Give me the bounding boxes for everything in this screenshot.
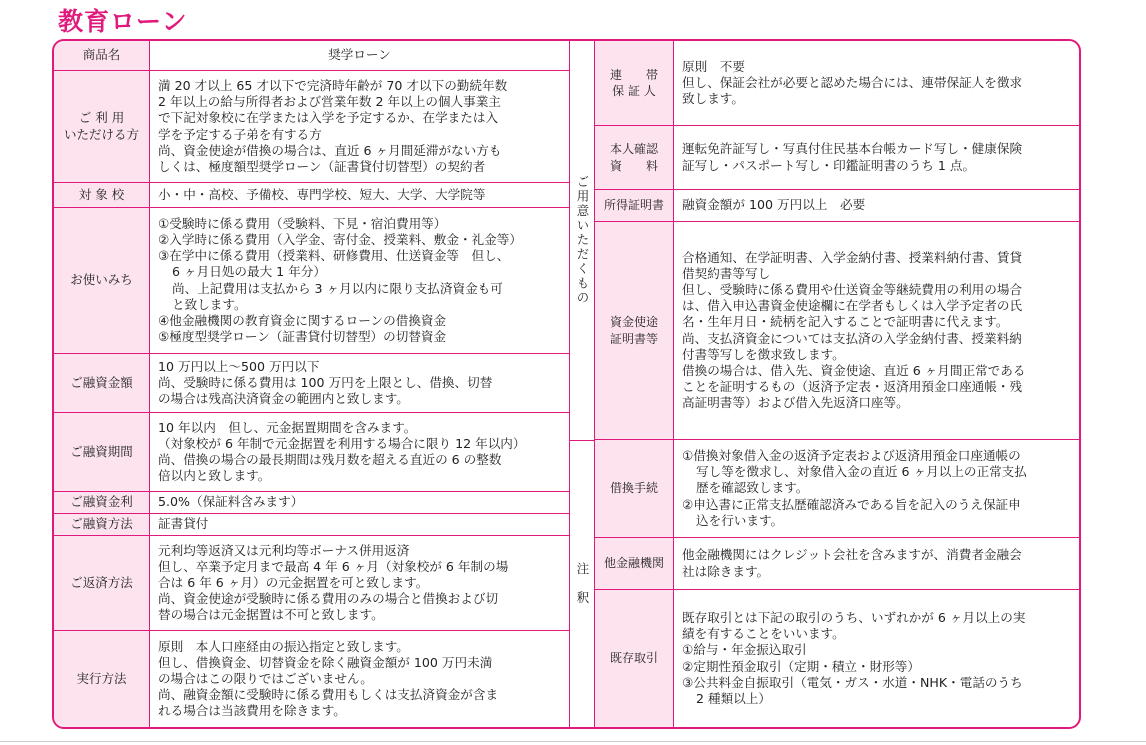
row-line: 倍以内と致します。 [158,468,271,484]
row-line: 尚、融資金額に受験時に係る費用もしくは支払済資金が含ま [158,687,499,703]
row-content [674,222,1079,439]
row-line: 社は除きます。 [682,563,770,579]
row-usage [54,208,569,354]
row-target-schools [54,183,569,208]
row-line: で下記対象校に在学または入学を予定するか、在学または入 [158,110,499,126]
row-label: 商品名 [54,41,150,70]
label-line: 連 帯 保 証 人 [609,67,658,98]
row-identity-documents [595,126,1079,190]
row-label [54,71,150,182]
row-eligibility [54,71,569,183]
row-line: 但し、借換資金、切替資金を除く融資金額が 100 万円未満 [158,654,493,670]
row-label: 他金融機関 [595,538,674,589]
row-line: ①借換対象借入金の返済予定表および返済用預金口座通帳の [682,448,1021,464]
row-label: お使いみち [54,208,150,353]
row-line: ②申込書に正常支払歴確認済みである旨を記入のうえ保証申 [682,496,1021,512]
row-line: れる場合は当該費用を除きます。 [158,703,346,719]
row-loan-period [54,413,569,492]
row-label: 借換手続 [595,440,674,537]
row-line: 尚、受験時に係る費用は 100 万円を上限とし、借換、切替 [158,374,493,390]
row-existing-transactions [595,590,1079,727]
row-line: 尚、借換の場合の最長期間は残月数を超える直近の 6 の整数 [158,452,502,467]
row-line: 写し等を徴求し、対象借入金の直近 6 ヶ月以上の正常支払 [696,464,1027,480]
row-content [150,71,569,182]
row-label: 所得証明書 [595,190,674,221]
row-loan-amount [54,354,569,413]
row-content [150,183,569,207]
row-line: 替の場合は元金据置は不可と致します。 [158,607,384,623]
page-title: 教育ローン [58,7,188,36]
row-content [674,590,1079,727]
row-label: ご融資方法 [54,514,150,535]
row-line: ②定期性預金取引（定期・積立・財形等） [682,658,920,674]
row-content [674,190,1079,221]
row-line: ①受験時に係る費用（受験料、下見・宿泊費用等） [158,216,447,232]
row-label [595,222,674,439]
row-line: 2 種類以上） [696,690,771,706]
row-line: 績を有することをいいます。 [682,626,845,642]
row-refinance-procedure [595,440,1079,538]
row-line: 尚、支払済資金については支払済の入学金納付書、授業料納 [682,330,1022,346]
row-line: 学を予定する子弟を有する方 [158,126,322,142]
row-line: （対象校が 6 年制で元金据置を利用する場合に限り 12 年以内） [158,435,526,451]
row-line: 借契約書等写し [682,266,771,282]
row-income-certificate [595,190,1079,222]
row-label: 既存取引 [595,590,674,727]
row-guarantor [595,41,1079,126]
row-line: 元利均等返済又は元利均等ボーナス併用返済 [158,542,410,558]
page-bottom-rule [0,741,1146,742]
row-content [674,41,1079,125]
row-line: しくは、極度額型奨学ローン（証書貸付切替型）の契約者 [158,158,486,174]
row-content [674,538,1079,589]
row-line: 10 年以内 但し、元金据置期間を含みます。 [158,419,417,435]
row-line: 満 20 才以上 65 才以下で完済時年齢が 70 才以下の勤続年数 [158,78,508,94]
row-line: 運転免許証写し・写真付住民基本台帳カード写し・健康保険 [682,141,1023,157]
row-line: と致します。 [172,296,247,312]
row-line: 証書貸付 [158,516,209,532]
row-line: の場合はこの限りではございません。 [158,670,373,686]
row-content [150,354,569,412]
label-line: ご 利 用 いただける方 [63,109,139,142]
section-notes-label: 注 釈 [575,562,590,606]
row-line: の場合は残高決済資金の範囲内と致します。 [158,391,409,407]
row-loan-method [54,514,569,536]
row-line: は、借入申込書資金使途欄に在学者もしくは入学予定者の氏 [682,298,1023,314]
row-label: ご融資期間 [54,413,150,491]
row-label: ご返済方法 [54,536,150,630]
row-fund-use-certificate [595,222,1079,440]
row-label [595,41,674,125]
row-line: 致します。 [682,91,744,107]
row-line: 5.0%（保証料含みます） [158,494,304,510]
row-line: 尚、資金使途が受験時に係る費用のみの場合と借換および切 [158,591,499,607]
label-line: 資金使途 証明書等 [609,315,658,346]
row-content [150,631,569,727]
row-content [150,413,569,491]
row-line: 融資金額が 100 万円以上 必要 [682,197,866,213]
row-line: 原則 本人口座経由の振込指定と致します。 [158,638,409,654]
row-label: 実行方法 [54,631,150,727]
row-repayment-method [54,536,569,631]
row-product-name [54,41,569,71]
row-line: 但し、保証会社が必要と認めた場合には、連帯保証人を徴求 [682,74,1023,90]
section-header-column [570,41,595,727]
row-line: ④他金融機関の教育資金に関するローンの借換資金 [158,312,447,328]
row-line: 尚、上記費用は支払から 3 ヶ月以内に限り支払済資金も可 [172,280,503,296]
row-content [674,440,1079,537]
row-line: 借換の場合は、借入先、資金使途、直近 6 ヶ月間正常である [682,362,1026,378]
row-line: 小・中・高校、予備校、専門学校、短大、大学、大学院等 [158,186,486,202]
row-line: ②入学時に係る費用（入学金、寄付金、授業料、敷金・礼金等） [158,232,522,248]
row-content [150,514,569,535]
row-line: 10 万円以上〜500 万円以下 [158,358,320,374]
section-notes [570,441,594,727]
label-line: 本人確認 資 料 [609,142,658,173]
row-line: 6 ヶ月日処の最大 1 年分） [172,264,326,280]
row-label: ご融資金利 [54,492,150,513]
row-content [674,126,1079,189]
row-line: 奨学ローン [328,47,391,63]
row-line: 合は 6 年 6 ヶ月）の元金据置を可と致します。 [158,574,429,590]
row-line: 既存取引とは下記の取引のうち、いずれかが 6 ヶ月以上の実 [682,610,1026,626]
row-content [150,41,569,70]
documents-and-notes-column [595,41,1079,727]
row-line: 合格通知、在学証明書、入学金納付書、授業料納付書、賃貸 [682,249,1023,265]
section-required-documents-label: ご用意いただくもの [575,175,590,306]
row-line: 他金融機関にはクレジット会社を含みますが、消費者金融会 [682,547,1022,563]
row-label: ご融資金額 [54,354,150,412]
row-execution-method [54,631,569,727]
row-line: ことを証明するもの（返済予定表・返済用預金口座通帳・残 [682,378,1023,394]
product-details-column [54,41,570,727]
row-line: 但し、受験時に係る費用や仕送資金等継続費用の利用の場合 [682,282,1023,298]
row-content [150,536,569,630]
row-line: 尚、資金使途が借換の場合は、直近 6 ヶ月間延滞がない方も [158,142,502,158]
row-label: 対 象 校 [54,183,150,207]
row-line: 込を行います。 [696,512,784,528]
row-line: 付書等写しを徴求致します。 [682,346,845,362]
row-line: ③在学中に係る費用（授業料、研修費用、仕送資金等 但し、 [158,248,510,264]
row-content [150,492,569,513]
row-line: ①給与・年金振込取引 [682,642,807,658]
loan-table [52,39,1081,729]
row-line: ③公共料金自振取引（電気・ガス・水道・NHK・電話のうち [682,674,1023,690]
row-label [595,126,674,189]
row-line: 原則 不要 [682,58,745,74]
row-line: 歴を確認致します。 [696,480,809,496]
row-line: ⑤極度型奨学ローン（証書貸付切替型）の切替資金 [158,328,447,344]
row-line: 高証明書等）および借入先返済口座等。 [682,394,909,410]
row-interest-rate [54,492,569,514]
row-content [150,208,569,353]
row-other-institutions [595,538,1079,590]
row-line: 但し、卒業予定月まで最高 4 年 6 ヶ月（対象校が 6 年制の場 [158,558,509,574]
row-line: 2 年以上の給与所得者および営業年数 2 年以上の個人事業主 [158,94,501,110]
row-line: 名・生年月日・続柄を記入することで証明書に代えます。 [682,314,1009,330]
section-required-documents [570,41,594,441]
row-line: 証写し・パスポート写し・印鑑証明書のうち 1 点。 [682,157,976,173]
